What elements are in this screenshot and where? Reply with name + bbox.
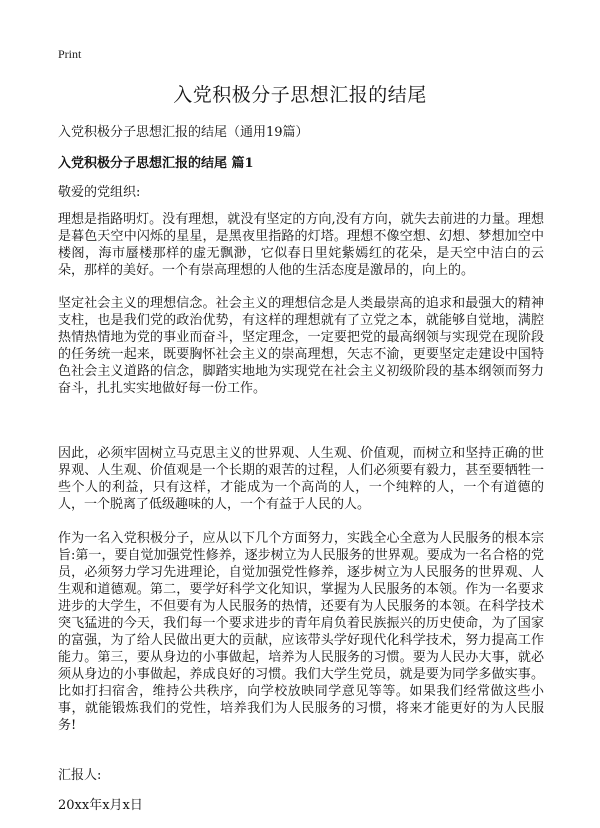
section-heading: 入党积极分子思想汇报的结尾 篇1 <box>58 156 254 171</box>
paragraph-1: 理想是指路明灯。没有理想，就没有坚定的方向,没有方向，就失去前进的力量。理想是暮色天空中闪烁的星星，是黑夜里指路的灯塔。理想不像空想、幻想、梦想加空中楼阁，海市蜃楼那样的虚无飘渺，它似春日里姹紫嫣红的花朵，是天空中洁白的云朵，那样的美好。一个有崇高理想的人他的生活态度是激昂的，向上的。 <box>58 212 544 278</box>
salutation: 敬爱的党组织: <box>58 185 141 200</box>
paragraph-4: 作为一名入党积极分子，应从以下几个方面努力，实践全心全意为人民服务的根本宗旨:第一，要自觉加强党性修养，逐步树立为人民服务的世界观。要成为一名合格的党员，必须努力学习先进理论，自觉加强党性修养，逐步树立为人民服务的世界观、人生观和道德观。第二，要学好科学文化知识，掌握为人民服务的本领。作为一名要求进步的大学生，不但要有为人民服务的热情，还要有为人民服务的本领。在科学技术突飞猛进的今天，我们每一个要求进步的青年肩负着民族振兴的历史使命，为了国家的富强，为了给人民做出更大的贡献，应该带头学好现代化科学技术，努力提高工作能力。第三，要从身边的小事做起，培养为人民服务的习惯。要为人民办大事，就必须从身边的小事做起，养成良好的习惯。我们大学生党员，就是要为同学多做实事。比如打扫宿舍，维持公共秩序，向学校放映同学意见等等。如果我们经常做这些小事，就能锻炼我们的党性，培养我们为人民服务的习惯，将来才能更好的为人民服务! <box>58 531 544 733</box>
page-title: 入党积极分子思想汇报的结尾 <box>173 84 427 106</box>
report-date: 20xx年x月x日 <box>58 798 143 813</box>
print-link[interactable]: Print <box>58 47 82 61</box>
paragraph-2: 坚定社会主义的理想信念。社会主义的理想信念是人类最崇高的追求和最强大的精神支柱，也是我们党的政治优势，有这样的理想就有了立党之本，就能够自觉地，满腔热情热情地为党的事业而奋斗，坚定理念，一定要把党的最高纲领与实现党在现阶段的任务统一起来，既要胸怀社会主义的崇高理想，矢志不渝，更要坚定走建设中国特色社会主义道路的信念，脚踏实地地为实现党在社会主义初级阶段的基本纲领而努力奋斗，扎扎实实地做好每一份工作。 <box>58 296 544 396</box>
document-subtitle: 入党积极分子思想汇报的结尾（通用19篇） <box>58 125 309 140</box>
reporter-label: 汇报人: <box>58 768 102 783</box>
paragraph-3: 因此，必须牢固树立马克思主义的世界观、人生观、价值观，而树立和坚持正确的世界观、人生观、价值观是一个长期的艰苦的过程，人们必须要有毅力，甚至要牺牲一些个人的利益，只有这样，才能成为一个高尚的人，一个纯粹的人，一个有道德的人，一个脱离了低级趣味的人，一个有益于人民的人。 <box>58 446 544 512</box>
